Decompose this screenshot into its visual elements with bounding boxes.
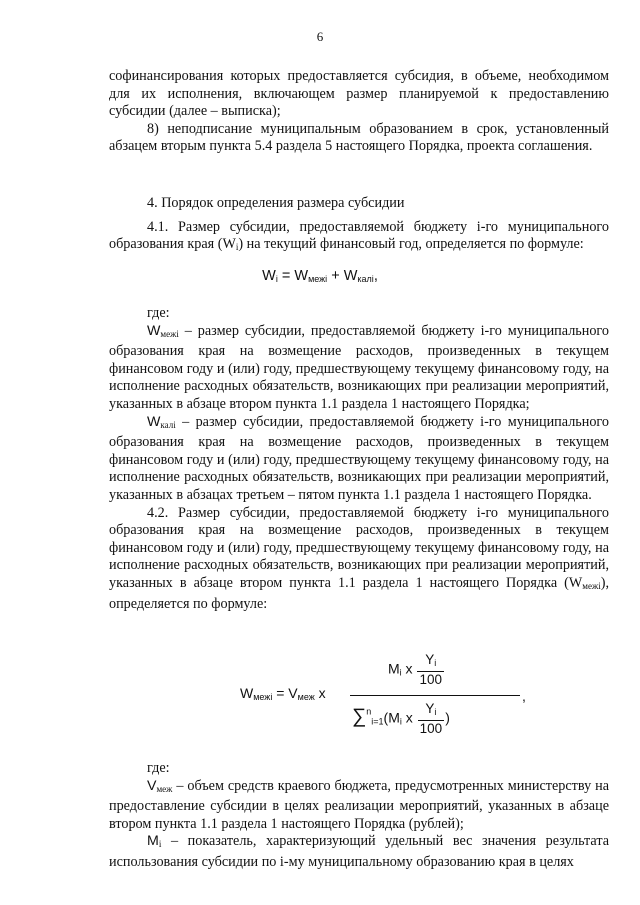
definitions-block-1 xyxy=(109,305,609,613)
text-block-top xyxy=(109,68,609,156)
paragraph-4-2: 4.2. Размер субсидии, предоставляемой бюджету i-го муниципального образования края на возмещение расходов, произведенных в текущем финансовом году и (или) году, предшествующему текущему финансовому году, на исполнение расходных обязательств, возникающих при реализации мероприятий, указанных в абзаце втором пункта 1.1 раздела 1 настоящего Порядка $(W_{межi})$, определяется по формуле: xyxy=(109,504,609,612)
section-heading: 4. Порядок определения размера субсидии xyxy=(147,195,405,211)
formula-comma: , xyxy=(522,688,526,704)
paragraph-4-1: 4.1. Размер субсидии, предоставляемой бюджету i-го муниципального образования края $(W_i)$ на текущий финансовый год, определяется по формуле: xyxy=(109,218,609,253)
definition-mi: $M_i$ – показатель, характеризующий удельный вес значения результата использования субсидии по i-му муниципальному образованию края в целях xyxy=(109,833,609,870)
formula-lhs: $W_{межi} = V_{меж}$ x xyxy=(240,685,326,702)
sum-icon: ∑ xyxy=(352,705,367,728)
page-number: 6 xyxy=(316,29,324,44)
definition-v-mezh: $V_{меж}$ – объем средств краевого бюджета, предусмотренных министерству на предоставление субсидии в целях реализации мероприятий, указанных в абзаце втором пункта 1.1 раздела 1 настоящего Порядка (рублей); xyxy=(109,777,609,832)
definitions-block-2 xyxy=(109,760,609,872)
paragraph-continuation: софинансирования которых предоставляется субсидия, в объеме, необходимом для их исполнения, включающем размер планируемой к предоставлению субсидии (далее – выписка); xyxy=(109,68,609,120)
section-4 xyxy=(109,195,609,257)
fraction-bar xyxy=(350,695,520,696)
formula-numerator: $M_i$ x $\frac{Y_i}{100}$ xyxy=(388,652,442,687)
where-label-2: где: xyxy=(147,760,170,776)
formula-denominator: $\sum^n_{i=1}(M_i$ x $\frac{Y_i}{100}$ ) xyxy=(352,701,450,736)
where-label: где: xyxy=(147,305,170,321)
definition-w-kal: $W_{калi}$ – размер субсидии, предоставляемой бюджету i-го муниципального образования края на возмещение расходов, произведенных в текущем финансовом году и (или) году, предшествующему текущему финансовому году, на исполнение расходных обязательств, возникающих при реализации мероприятий, указанных в абзацах третьем – пятом пункта 1.1 раздела 1 настоящего Порядка. xyxy=(109,413,609,503)
formula-w-mezh xyxy=(240,650,526,745)
definition-w-mezh: $W_{межi}$ – размер субсидии, предоставляемой бюджету i-го муниципального образования края на возмещение расходов, произведенных в текущем финансовом году и (или) году, предшествующему текущему финансовому году, на исполнение расходных обязательств, возникающих при реализации мероприятий, указанных в абзаце втором пункта 1.1 раздела 1 настоящего Порядка; xyxy=(109,322,609,412)
paragraph-item-8: 8) неподписание муниципальным образованием в срок, установленный абзацем вторым пункта 5.4 раздела 5 настоящего Порядка, проекта соглашения. xyxy=(109,120,609,155)
formula-wi: $W_i = W_{межi} + W_{калi}$, xyxy=(262,268,378,284)
